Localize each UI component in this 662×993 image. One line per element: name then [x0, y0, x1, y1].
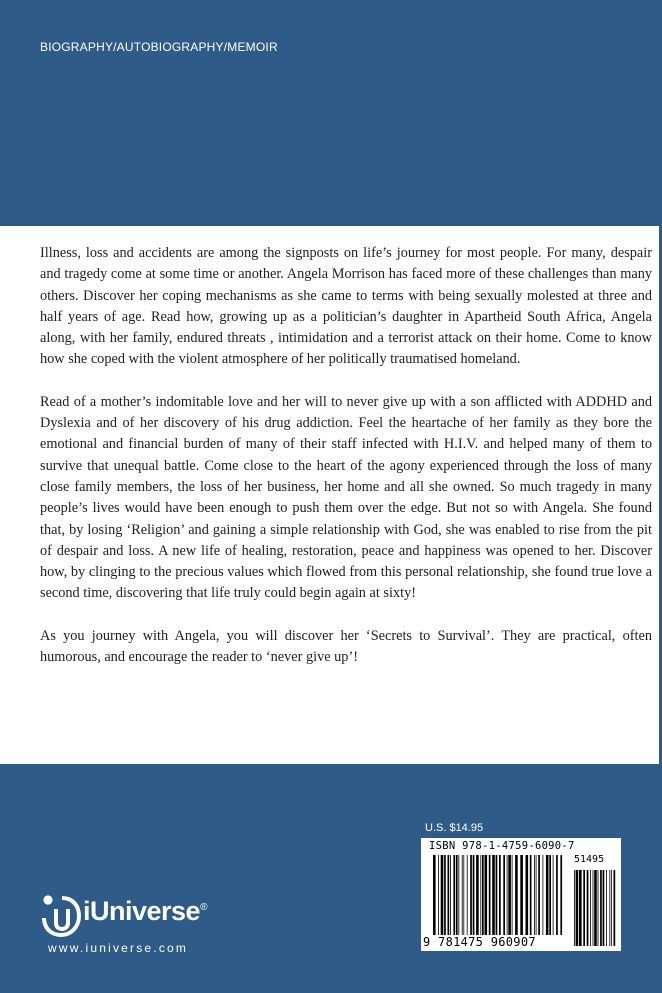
iuniverse-logo-icon	[40, 887, 84, 937]
publisher-name: iUniverse	[83, 896, 201, 926]
publisher-website: www.iuniverse.com	[48, 941, 189, 955]
barcode-addon-bars	[574, 870, 616, 946]
isbn-label: ISBN 978-1-4759-6090-7	[429, 840, 575, 852]
price-label: U.S. $14.95	[425, 822, 484, 834]
blurb	[40, 243, 652, 689]
barcode	[421, 838, 621, 951]
barcode-addon-code: 51495	[574, 854, 605, 865]
blurb-paragraph-1: Illness, loss and accidents are among the signposts on life’s journey for most people. For many, despair and tragedy come at some time or another. Angela Morrison has faced more of these challenges than many others. Discover her coping mechanisms as she came to terms with being sexually molested at three and half years of age. Read how, growing up as a politician’s daughter in Apartheid South Africa, Angela along, with her family, endured threats , intimidation and a terrorist attack on their home. Come to know how she coped with the violent atmosphere of her politically traumatised homeland.	[40, 245, 652, 368]
publisher-logo-text	[83, 896, 207, 927]
top-band	[0, 0, 662, 226]
registered-mark: ®	[200, 902, 207, 913]
barcode-digits: 9 781475 960907	[423, 935, 536, 949]
blurb-paragraph-2: Read of a mother’s indomitable love and her will to never give up with a son afflicted with ADDHD and Dyslexia and of her discovery of his drug addiction. Feel the heartache of her family as they bore the emotional and financial burden of many of their staff infected with H.I.V. and helped many of them to survive that unequal battle. Come close to the heart of the agony experienced through the loss of many close family members, the loss of her business, her home and all she owned. So much tragedy in many people’s lives would have been enough to push them over the edge. But not so with Angela. She found that, by losing ‘Religion’ and gaining a simple relationship with God, she was enabled to rise from the pit of despair and loss. A new life of healing, restoration, peace and happiness was opened to her. Discover how, by clinging to the precious values which flowed from this personal relationship, she found true love a second time, discovering that life truly could begin again at sixty!	[40, 393, 652, 602]
barcode-main-bars	[433, 855, 563, 935]
blurb-paragraph-3: As you journey with Angela, you will discover her ‘Secrets to Survival’. They are practical, often humorous, and encourage the reader to ‘never give up’!	[40, 627, 652, 666]
category-label: BIOGRAPHY/AUTOBIOGRAPHY/MEMOIR	[40, 40, 278, 54]
